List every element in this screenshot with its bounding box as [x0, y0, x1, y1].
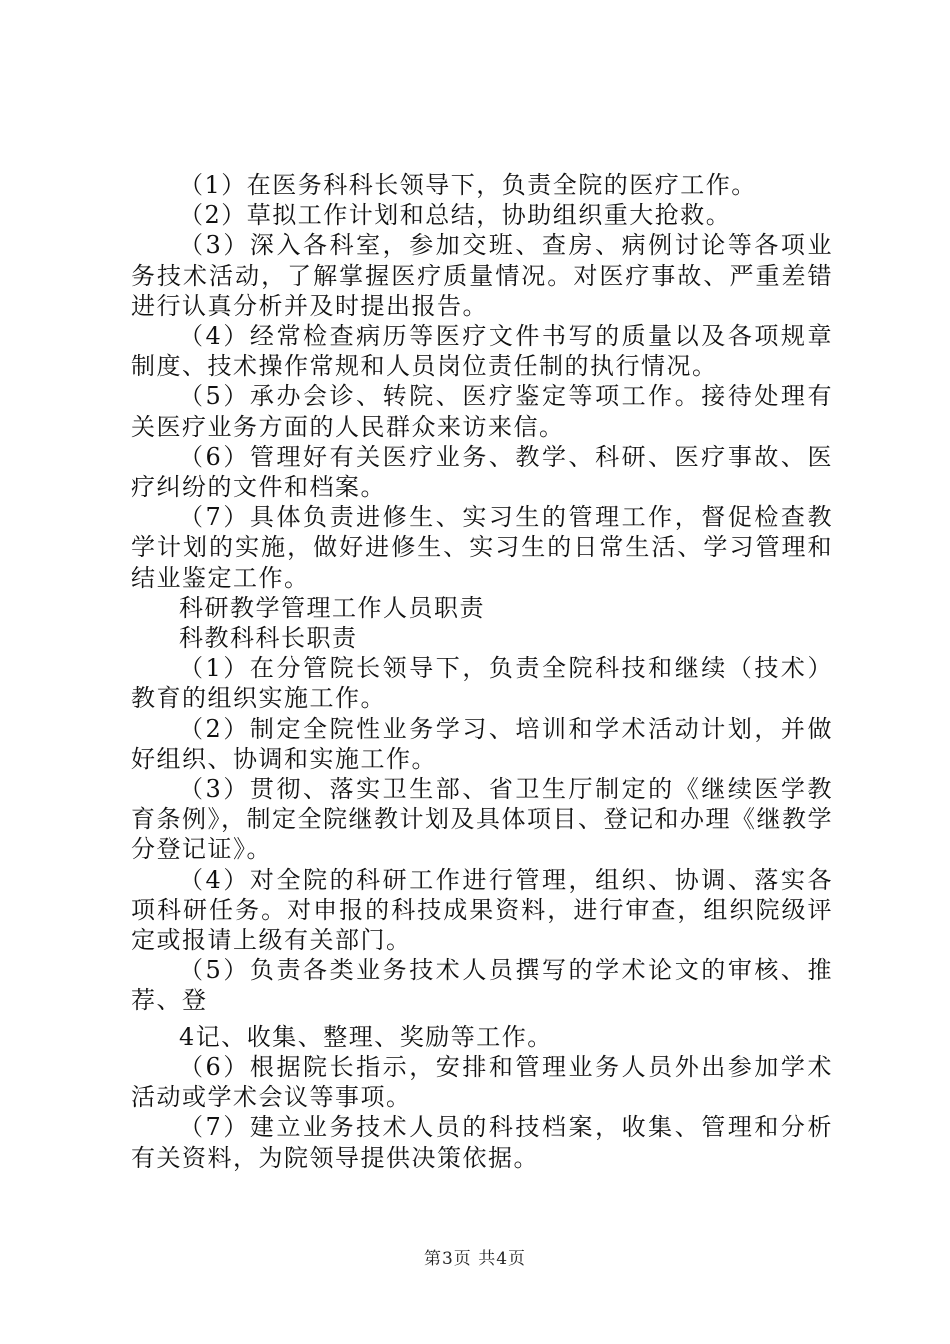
paragraph-5: （5）承办会诊、转院、医疗鉴定等项工作。接待处理有关医疗业务方面的人民群众来访来信。 — [131, 382, 833, 441]
paragraph-10: （3）贯彻、落实卫生部、省卫生厅制定的《继续医学教育条例》，制定全院继教计划及具体项目、登记和办理《继教学分登记证》。 — [131, 775, 833, 864]
document-body — [131, 170, 833, 1173]
paragraph-12-continued: 4记、收集、整理、奖励等工作。 — [179, 1022, 553, 1051]
paragraph-11: （4）对全院的科研工作进行管理，组织、协调、落实各项科研任务。对申报的科技成果资料，进行审查，组织院级评定或报请上级有关部门。 — [131, 865, 833, 955]
paragraph-13: （6）根据院长指示，安排和管理业务人员外出参加学术活动或学术会议等事项。 — [131, 1052, 833, 1112]
section-heading: 科研教学管理工作人员职责 — [179, 593, 485, 622]
paragraph-3: （3）深入各科室，参加交班、查房、病例讨论等各项业务技术活动，了解掌握医疗质量情况。对医疗事故、严重差错进行认真分析并及时提出报告。 — [131, 231, 833, 320]
paragraph-4: （4）经常检查病历等医疗文件书写的质量以及各项规章制度、技术操作常规和人员岗位责任制的执行情况。 — [131, 322, 833, 381]
page-footer: 第3页 共4页 — [423, 1249, 527, 1269]
paragraph-1: （1）在医务科科长领导下，负责全院的医疗工作。 — [179, 171, 757, 199]
subsection-heading: 科教科科长职责 — [179, 624, 358, 653]
paragraph-6: （6）管理好有关医疗业务、教学、科研、医疗事故、医疗纠纷的文件和档案。 — [131, 442, 833, 502]
paragraph-9: （2）制定全院性业务学习、培训和学术活动计划，并做好组织、协调和实施工作。 — [131, 714, 833, 773]
paragraph-8: （1）在分管院长领导下，负责全院科技和继续（技术）教育的组织实施工作。 — [131, 654, 833, 713]
paragraph-14: （7）建立业务技术人员的科技档案，收集、管理和分析有关资料，为院领导提供决策依据。 — [131, 1113, 833, 1172]
paragraph-12: （5）负责各类业务技术人员撰写的学术论文的审核、推荐、登 — [131, 956, 833, 1015]
paragraph-2: （2）草拟工作计划和总结，协助组织重大抢救。 — [179, 201, 732, 230]
paragraph-7: （7）具体负责进修生、实习生的管理工作，督促检查教学计划的实施，做好进修生、实习生的日常生活、学习管理和结业鉴定工作。 — [131, 503, 833, 592]
